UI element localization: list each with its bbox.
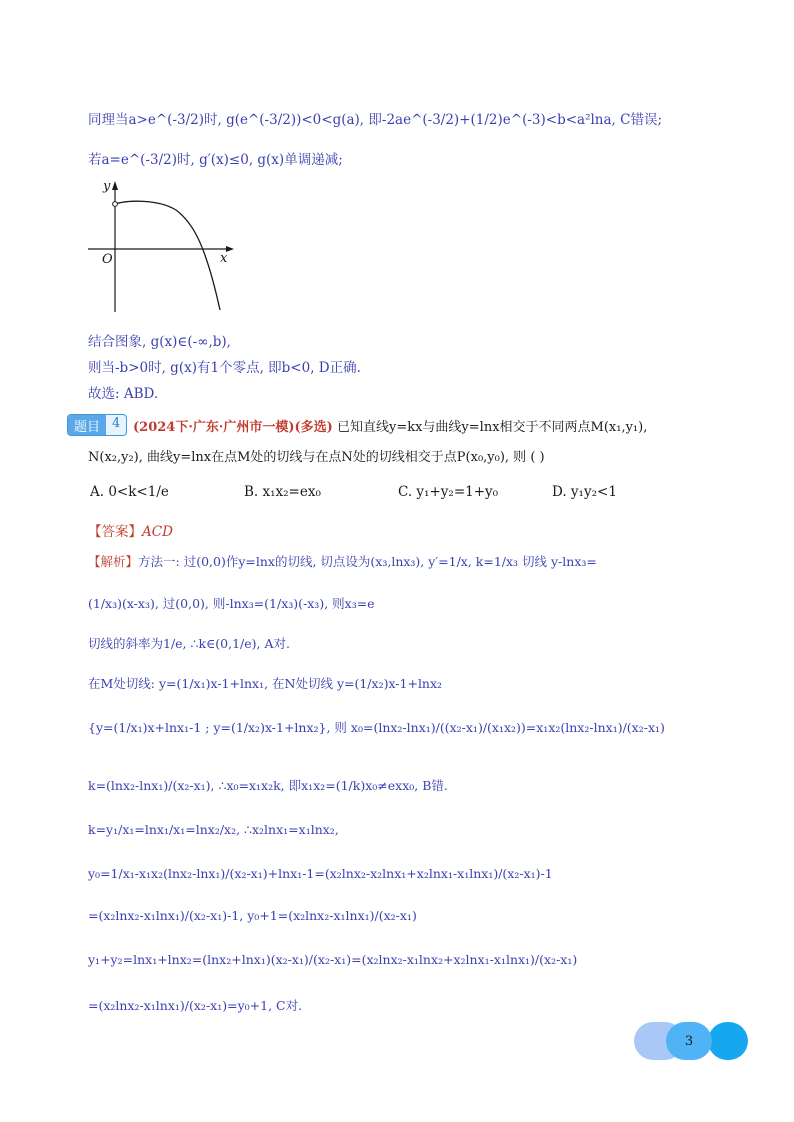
option-a: A. 0<k<1/e <box>90 484 169 500</box>
solution-line-8: y₀=1/x₁-x₁x₂(lnx₂-lnx₁)/(x₂-x₁)+lnx₁-1=(x₂lnx₂-x₂lnx₁+x₂lnx₁-x₁lnx₁)/(x₂-x₁)-1 <box>88 866 553 881</box>
function-graph <box>88 172 238 317</box>
prev-solution-line-4: 则当-b>0时, g(x)有1个零点, 即b<0, D正确. <box>88 360 361 376</box>
origin-label: O <box>102 252 113 267</box>
option-d: D. y₁y₂<1 <box>552 484 617 500</box>
solution-line-6: k=(lnx₂-lnx₁)/(x₂-x₁), ∴x₀=x₁x₂k, 即x₁x₂=(1/k)x₀≠exx₀, B错. <box>88 778 448 793</box>
problem-tag <box>67 414 127 436</box>
y-axis-arrow-icon <box>112 181 118 190</box>
solution-line-1 <box>88 552 597 570</box>
prev-solution-line-3: 结合图象, g(x)∈(-∞,b), <box>88 334 231 350</box>
y-axis-label: y <box>103 179 111 194</box>
solution-line-2: (1/x₃)(x-x₃), 过(0,0), 则-lnx₃=(1/x₃)(-x₃), 则x₃=e <box>88 596 375 611</box>
option-c: C. y₁+y₂=1+y₀ <box>398 484 499 500</box>
solution-line-3: 切线的斜率为1/e, ∴k∈(0,1/e), A对. <box>88 636 290 651</box>
option-b: B. x₁x₂=ex₀ <box>244 484 321 500</box>
problem-source: (2024下·广东·广州市一模)(多选) <box>133 420 333 435</box>
problem-stem-line-2: N(x₂,y₂), 曲线y=lnx在点M处的切线与在点N处的切线相交于点P(x₀,y₀), 则 ( ) <box>88 450 545 465</box>
x-axis-label: x <box>220 251 228 266</box>
prev-solution-line-5: 故选: ABD. <box>88 386 159 402</box>
solution-line-9: =(x₂lnx₂-x₁lnx₁)/(x₂-x₁)-1, y₀+1=(x₂lnx₂-x₁lnx₁)/(x₂-x₁) <box>88 908 417 923</box>
answer-line <box>88 520 173 540</box>
problem-stem-text-1: 已知直线y=kx与曲线y=lnx相交于不同两点M(x₁,y₁), <box>336 420 648 435</box>
problem-tag-number: 4 <box>112 416 121 431</box>
solution-line-5: {y=(1/x₁)x+lnx₁-1 ; y=(1/x₂)x-1+lnx₂}, 则 x₀=(lnx₂-lnx₁)/((x₂-x₁)/(x₁x₂))=x₁x₂(lnx₂-lnx₁)/(x₂-x₁) <box>88 720 665 735</box>
solution-label: 【解析】 <box>88 554 139 569</box>
answer-value: ACD <box>142 524 173 540</box>
solution-line-11: =(x₂lnx₂-x₁lnx₁)/(x₂-x₁)=y₀+1, C对. <box>88 998 303 1013</box>
solution-text-1: 方法一: 过(0,0)作y=lnx的切线, 切点设为(x₃,lnx₃), y′=1/x, k=1/x₃ 切线 y-lnx₃= <box>138 554 597 569</box>
problem-stem-line-1 <box>133 416 647 435</box>
open-endpoint <box>113 202 118 207</box>
solution-line-4: 在M处切线: y=(1/x₁)x-1+lnx₁, 在N处切线 y=(1/x₂)x-1+lnx₂ <box>88 676 443 691</box>
solution-line-10: y₁+y₂=lnx₁+lnx₂=(lnx₂+lnx₁)(x₂-x₁)/(x₂-x₁)=(x₂lnx₂-x₁lnx₂+x₂lnx₁-x₁lnx₁)/(x₂-x₁) <box>88 952 578 967</box>
prev-solution-line-2: 若a=e^(-3/2)时, g′(x)≤0, g(x)单调递减; <box>88 152 343 168</box>
page-badge-right <box>708 1022 748 1060</box>
answer-label: 【答案】 <box>88 524 142 540</box>
solution-line-7: k=y₁/x₁=lnx₁/x₁=lnx₂/x₂, ∴x₂lnx₁=x₁lnx₂, <box>88 822 339 837</box>
page-number: 3 <box>666 1022 712 1060</box>
curve-g <box>115 201 220 310</box>
problem-tag-label: 题目 <box>68 415 106 435</box>
prev-solution-line-1: 同理当a>e^(-3/2)时, g(e^(-3/2))<0<g(a), 即-2ae^(-3/2)+(1/2)e^(-3)<b<a²lna, C错误; <box>88 112 663 128</box>
